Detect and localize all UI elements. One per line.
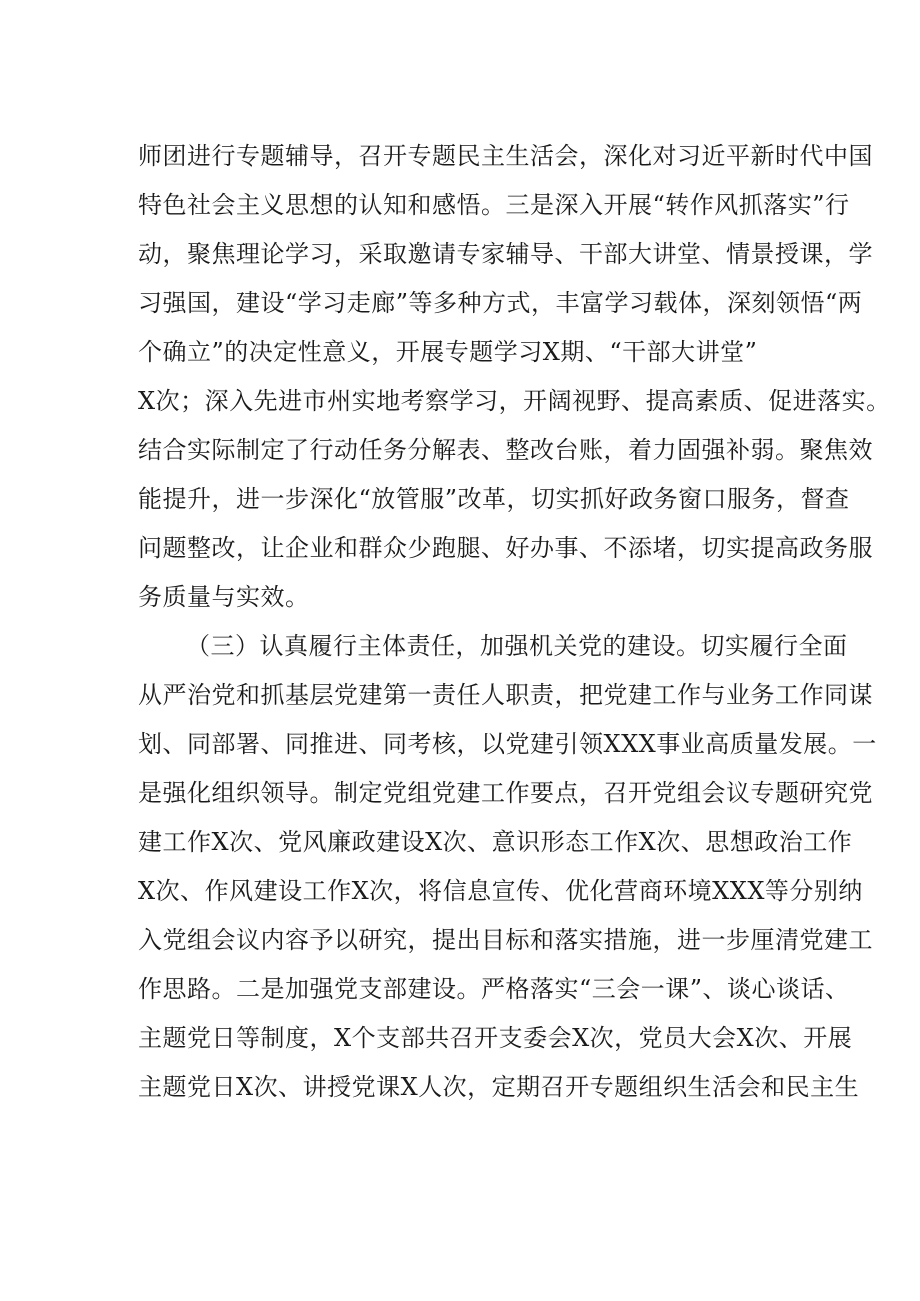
text-line: 务质量与实效。 bbox=[138, 583, 310, 611]
text-line: 建工作X次、党风廉政建设X次、意识形态工作X次、思想政治工作 bbox=[138, 828, 853, 856]
text-line: 作思路。二是加强党支部建设。严格落实“三会一课”、谈心谈话、 bbox=[138, 975, 850, 1003]
text-line: 入党组会议内容予以研究，提出目标和落实措施，进一步厘清党建工 bbox=[138, 926, 873, 954]
text-line: 能提升，进一步深化“放管服”改革，切实抓好政务窗口服务，督查 bbox=[138, 485, 850, 513]
text-line: 结合实际制定了行动任务分解表、整改台账，着力固强补弱。聚焦效 bbox=[138, 436, 873, 464]
text-line: 问题整改，让企业和群众少跑腿、好办事、不添堵，切实提高政务服 bbox=[138, 534, 873, 562]
text-line: X次；深入先进市州实地考察学习，开阔视野、提高素质、促进落实。 bbox=[138, 387, 891, 415]
text-line: 师团进行专题辅导，召开专题民主生活会，深化对习近平新时代中国 bbox=[138, 142, 873, 170]
text-line: X次、作风建设工作X次，将信息宣传、优化营商环境XXX等分别纳 bbox=[138, 877, 863, 905]
text-line: 主题党日等制度，X个支部共召开支委会X次，党员大会X次、开展 bbox=[138, 1024, 853, 1052]
text-line: 特色社会主义思想的认知和感悟。三是深入开展“转作风抓落实”行 bbox=[138, 191, 850, 219]
text-line: 习强国，建设“学习走廊”等多种方式，丰富学习载体，深刻领悟“两 bbox=[138, 289, 863, 317]
text-line: 主题党日X次、讲授党课X人次，定期召开专题组织生活会和民主生 bbox=[138, 1073, 860, 1101]
text-line: 是强化组织领导。制定党组党建工作要点，召开党组会议专题研究党 bbox=[138, 779, 873, 807]
section-heading-line: （三）认真履行主体责任，加强机关党的建设。切实履行全面 bbox=[186, 632, 848, 660]
text-line: 个确立”的决定性意义，开展专题学习X期、“干部大讲堂” bbox=[138, 338, 758, 366]
text-line: 从严治党和抓基层党建第一责任人职责，把党建工作与业务工作同谋 bbox=[138, 681, 873, 709]
text-line: 划、同部署、同推进、同考核，以党建引领XXX事业高质量发展。一 bbox=[138, 730, 877, 758]
text-line: 动，聚焦理论学习，采取邀请专家辅导、干部大讲堂、情景授课，学 bbox=[138, 240, 873, 268]
